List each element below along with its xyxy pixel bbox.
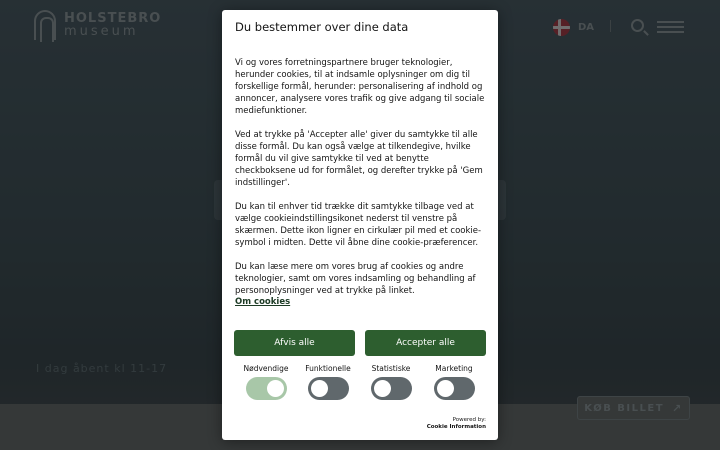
dialog-body	[235, 57, 487, 309]
about-cookies-link[interactable]: Om cookies	[235, 297, 291, 307]
toggle-label: Marketing	[435, 364, 473, 373]
reject-all-button[interactable]: Afvis alle	[234, 330, 355, 356]
consent-paragraph: Vi og vores forretningspartnere bruger teknologier, herunder cookies, til at indsamle oplysninger om dig til forskellige formål, herunder: personalisering af indhold og annoncer, analysere vores trafik og give adgang til sociale mediefunktioner.	[235, 58, 485, 116]
consent-paragraph: Ved at trykke på 'Accepter alle' giver du samtykke til alle disse formål. Du kan også vælge at tilkendegive, hvilke formål du vil give samtykke til ved at benytte checkboksene ud for formålet, og derefter trykke på 'Gem indstillinger'.	[235, 130, 483, 188]
category-marketing	[422, 364, 486, 400]
functional-toggle[interactable]	[308, 377, 349, 400]
dialog-title: Du bestemmer over dine data	[235, 20, 409, 34]
statistics-toggle[interactable]	[371, 377, 412, 400]
toggle-label: Statistiske	[371, 364, 411, 373]
category-necessary	[234, 364, 298, 400]
consent-paragraph: Du kan læse mere om vores brug af cookies og andre teknologier, samt om vores indsamling og behandling af personoplysninger ved at trykke på linket.	[235, 262, 476, 296]
powered-by-brand: Cookie Information	[426, 424, 486, 430]
marketing-toggle[interactable]	[434, 377, 475, 400]
category-functional	[296, 364, 360, 400]
consent-paragraph: Du kan til enhver tid trække dit samtykke tilbage ved at vælge cookieindstillingsikonet nederst til venstre på skærmen. Dette ikon ligner en cirkulær pil med et cookie-symbol i midten. Dette vil åbne dine cookie-præferencer.	[235, 202, 482, 248]
necessary-toggle[interactable]	[246, 377, 287, 400]
toggle-label: Nødvendige	[243, 364, 289, 373]
category-statistics	[359, 364, 423, 400]
powered-by[interactable]	[427, 417, 486, 431]
powered-by-label: Powered by:	[452, 417, 486, 423]
cookie-consent-dialog	[222, 10, 498, 440]
toggle-label: Funktionelle	[305, 364, 351, 373]
accept-all-button[interactable]: Accepter alle	[365, 330, 486, 356]
